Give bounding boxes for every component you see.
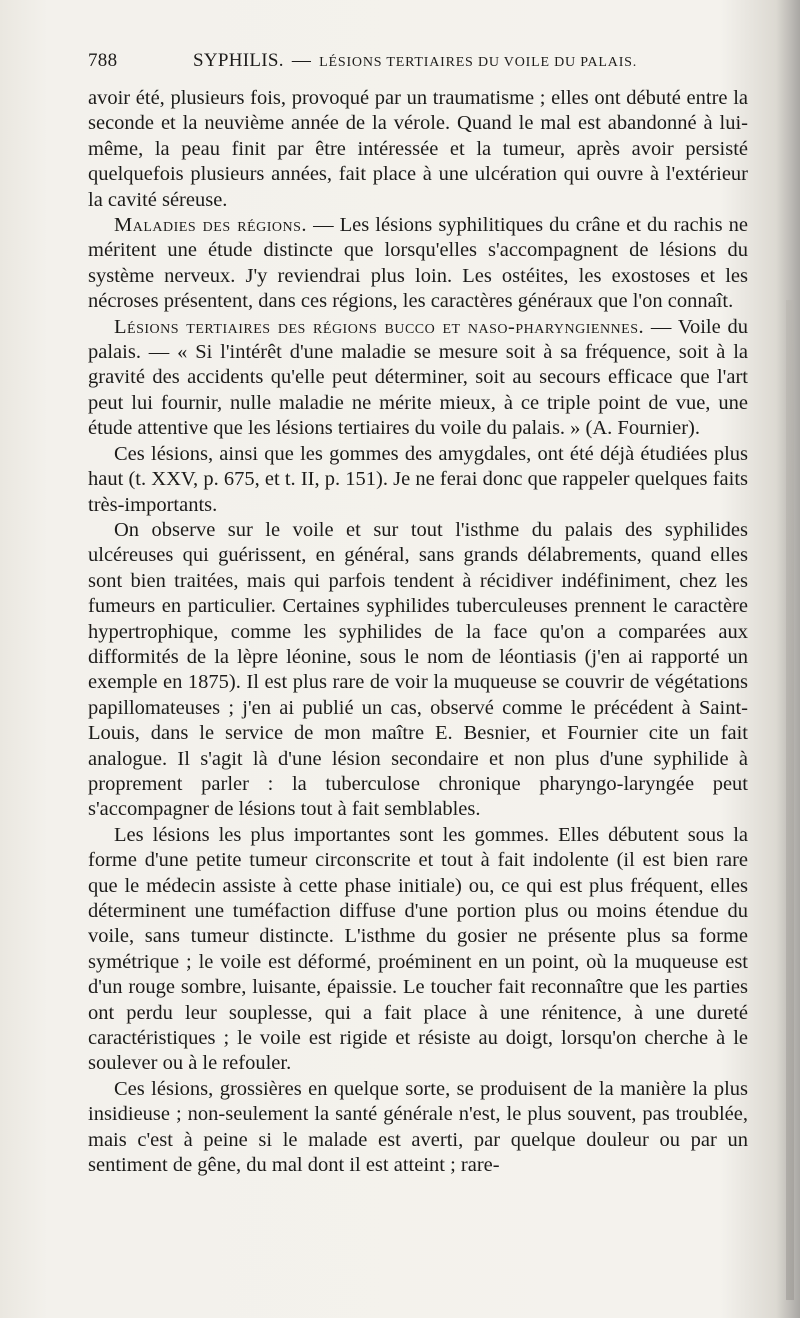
paragraph-text: On observe sur le voile et sur tout l'isthme du palais des syphilides ulcéreuses qui guérissent, en général, sans grands délabrements, quand elles sont bien traitées, mais qui parfois tendent à récidiver indéfiniment, chez les fumeurs en particulier. Certaines syphilides tuberculeuses prennent le caractère hypertrophique, comme les syphilides de la face qu'on a comparées aux difformités de la lèpre léonine, sous le nom de léontiasis (j'en ai rapporté un exemple en 1875). Il est plus rare de voir la muqueuse se couvrir de végétations papillomateuses ; j'en ai publié un cas, observé comme le précédent à Saint-Louis, dans le service de mon maître E. Besnier, et Fournier cite un fait analogue. Il s'agit là d'une lésion secondaire et non plus d'une syphilide à proprement parler : la tuberculose chronique pharyngo-laryngée peut s'accompagner de lésions tout à fait semblables. [88,518,748,821]
running-title [193,50,637,72]
paragraph [88,213,748,315]
page-edge-shadow [786,300,794,1300]
running-title-main: SYPHILIS. [193,50,284,71]
paragraph [88,823,748,1077]
paragraph-text: Les lésions les plus importantes sont les gommes. Elles débutent sous la forme d'une petite tumeur circonscrite et tout à fait indolente (il est bien rare que le médecin assiste à cette phase initiale) ou, ce qui est plus fréquent, elles déterminent une tuméfaction diffuse d'une portion plus ou moins étendue du voile, sans tumeur distincte. L'isthme du gosier ne présente plus sa forme symétrique ; le voile est déformé, proéminent en un point, où la muqueuse est d'un rouge sombre, luisante, épaissie. Le toucher fait reconnaître que les parties ont perdu leur souplesse, qui a fait place à une rénitence, à une dureté caractéristiques ; le voile est rigide et résiste au doigt, lorsqu'on cherche à le soulever ou à le refouler. [88,823,748,1075]
page-number: 788 [88,50,118,71]
paragraph-text: avoir été, plusieurs fois, provoqué par un traumatisme ; elles ont débuté entre la seconde et la neuvième année de la vérole. Quand le mal est abandonné à lui-même, la peau finit par être intéressée et la tumeur, après avoir persisté quelquefois plusieurs années, fait place à une ulcération qui ouvre à l'extérieur la cavité séreuse. [88,87,748,211]
paragraph-text: Ces lésions, ainsi que les gommes des amygdales, ont été déjà étudiées plus haut (t. XXV, p. 675, et t. II, p. 151). Je ne ferai donc que rappeler quelques faits très-importants. [88,442,748,516]
paragraph [88,86,748,213]
paragraph [88,442,748,518]
body-text [88,86,748,1178]
section-lead: Maladies des régions. [114,214,307,237]
paragraph-text: — Les lésions syphilitiques du crâne et du rachis ne méritent une étude distincte que lorsqu'elles s'accompagnent de lésions du système nerveux. J'y reviendrai plus loin. Les ostéites, les exostoses et les nécroses présentent, dans ces régions, les caractères généraux que l'on connaît. [88,214,748,313]
paragraph [88,518,748,823]
paragraph-text: — Voile du palais. — « Si l'intérêt d'une maladie se mesure soit à sa fréquence, soit à la gravité des accidents qu'elle peut déterminer, soit au secours efficace que l'art peut lui fournir, nulle maladie ne mérite mieux, à ce triple point de vue, une étude attentive que les lésions tertiaires du voile du palais. » (A. Fournier). [88,315,748,440]
running-header [88,50,752,72]
paragraph-text: Ces lésions, grossières en quelque sorte, se produisent de la manière la plus insidieuse ; non-seulement la santé générale n'est, le plus souvent, pas troublée, mais c'est à peine si le malade est averti, par quelque douleur ou par un sentiment de gêne, du mal dont il est atteint ; rare- [88,1077,748,1177]
running-title-dash: — [291,50,312,71]
paragraph [88,1077,748,1179]
paragraph [88,315,748,442]
section-lead: Lésions tertiaires des régions bucco et naso-pharyngiennes. [114,315,645,338]
running-title-sub: LÉSIONS TERTIAIRES DU VOILE DU PALAIS. [319,55,638,70]
